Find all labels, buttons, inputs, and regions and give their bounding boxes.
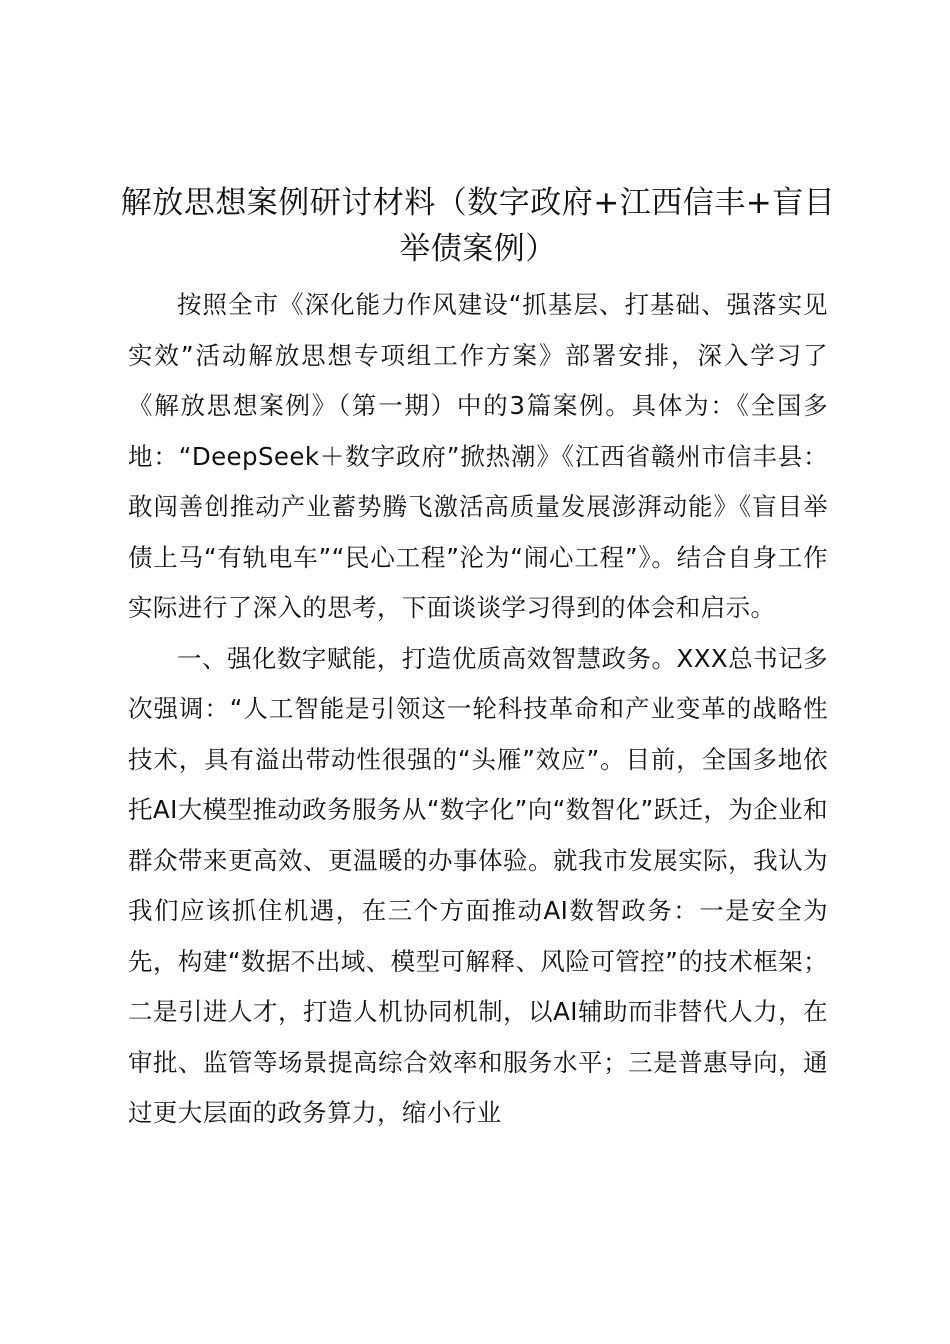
document-body <box>128 280 828 1139</box>
document-title: 解放思想案例研讨材料（数字政府+江西信丰+盲目举债案例） <box>120 185 836 267</box>
paragraph-intro: 按照全市《深化能力作风建设“抓基层、打基础、强落实见实效”活动解放思想专项组工作方案》部署安排，深入学习了《解放思想案例》（第一期）中的3篇案例。具体为：《全国多地：“DeepSeek＋数字政府”掀热潮》《江西省赣州市信丰县：敢闯善创推动产业蓄势腾飞激活高质量发展澎湃动能》《盲目举债上马“有轨电车”“民心工程”沦为“闹心工程”》。结合自身工作实际进行了深入的思考，下面谈谈学习得到的体会和启示。 <box>128 290 828 622</box>
paragraph-section-one: 一、强化数字赋能，打造优质高效智慧政务。XXX总书记多次强调：“人工智能是引领这一轮科技革命和产业变革的战略性技术，具有溢出带动性很强的“头雁”效应”。目前，全国多地依托AI大模型推动政务服务从“数字化”向“数智化”跃迁，为企业和群众带来更高效、更温暖的办事体验。就我市发展实际，我认为我们应该抓住机遇，在三个方面推动AI数智政务：一是安全为先，构建“数据不出域、模型可解释、风险可管控”的技术框架；二是引进人才，打造人机协同机制，以AI辅助而非替代人力，在审批、监管等场景提高综合效率和服务水平；三是普惠导向，通过更大层面的政务算力，缩小行业 <box>128 643 828 1127</box>
